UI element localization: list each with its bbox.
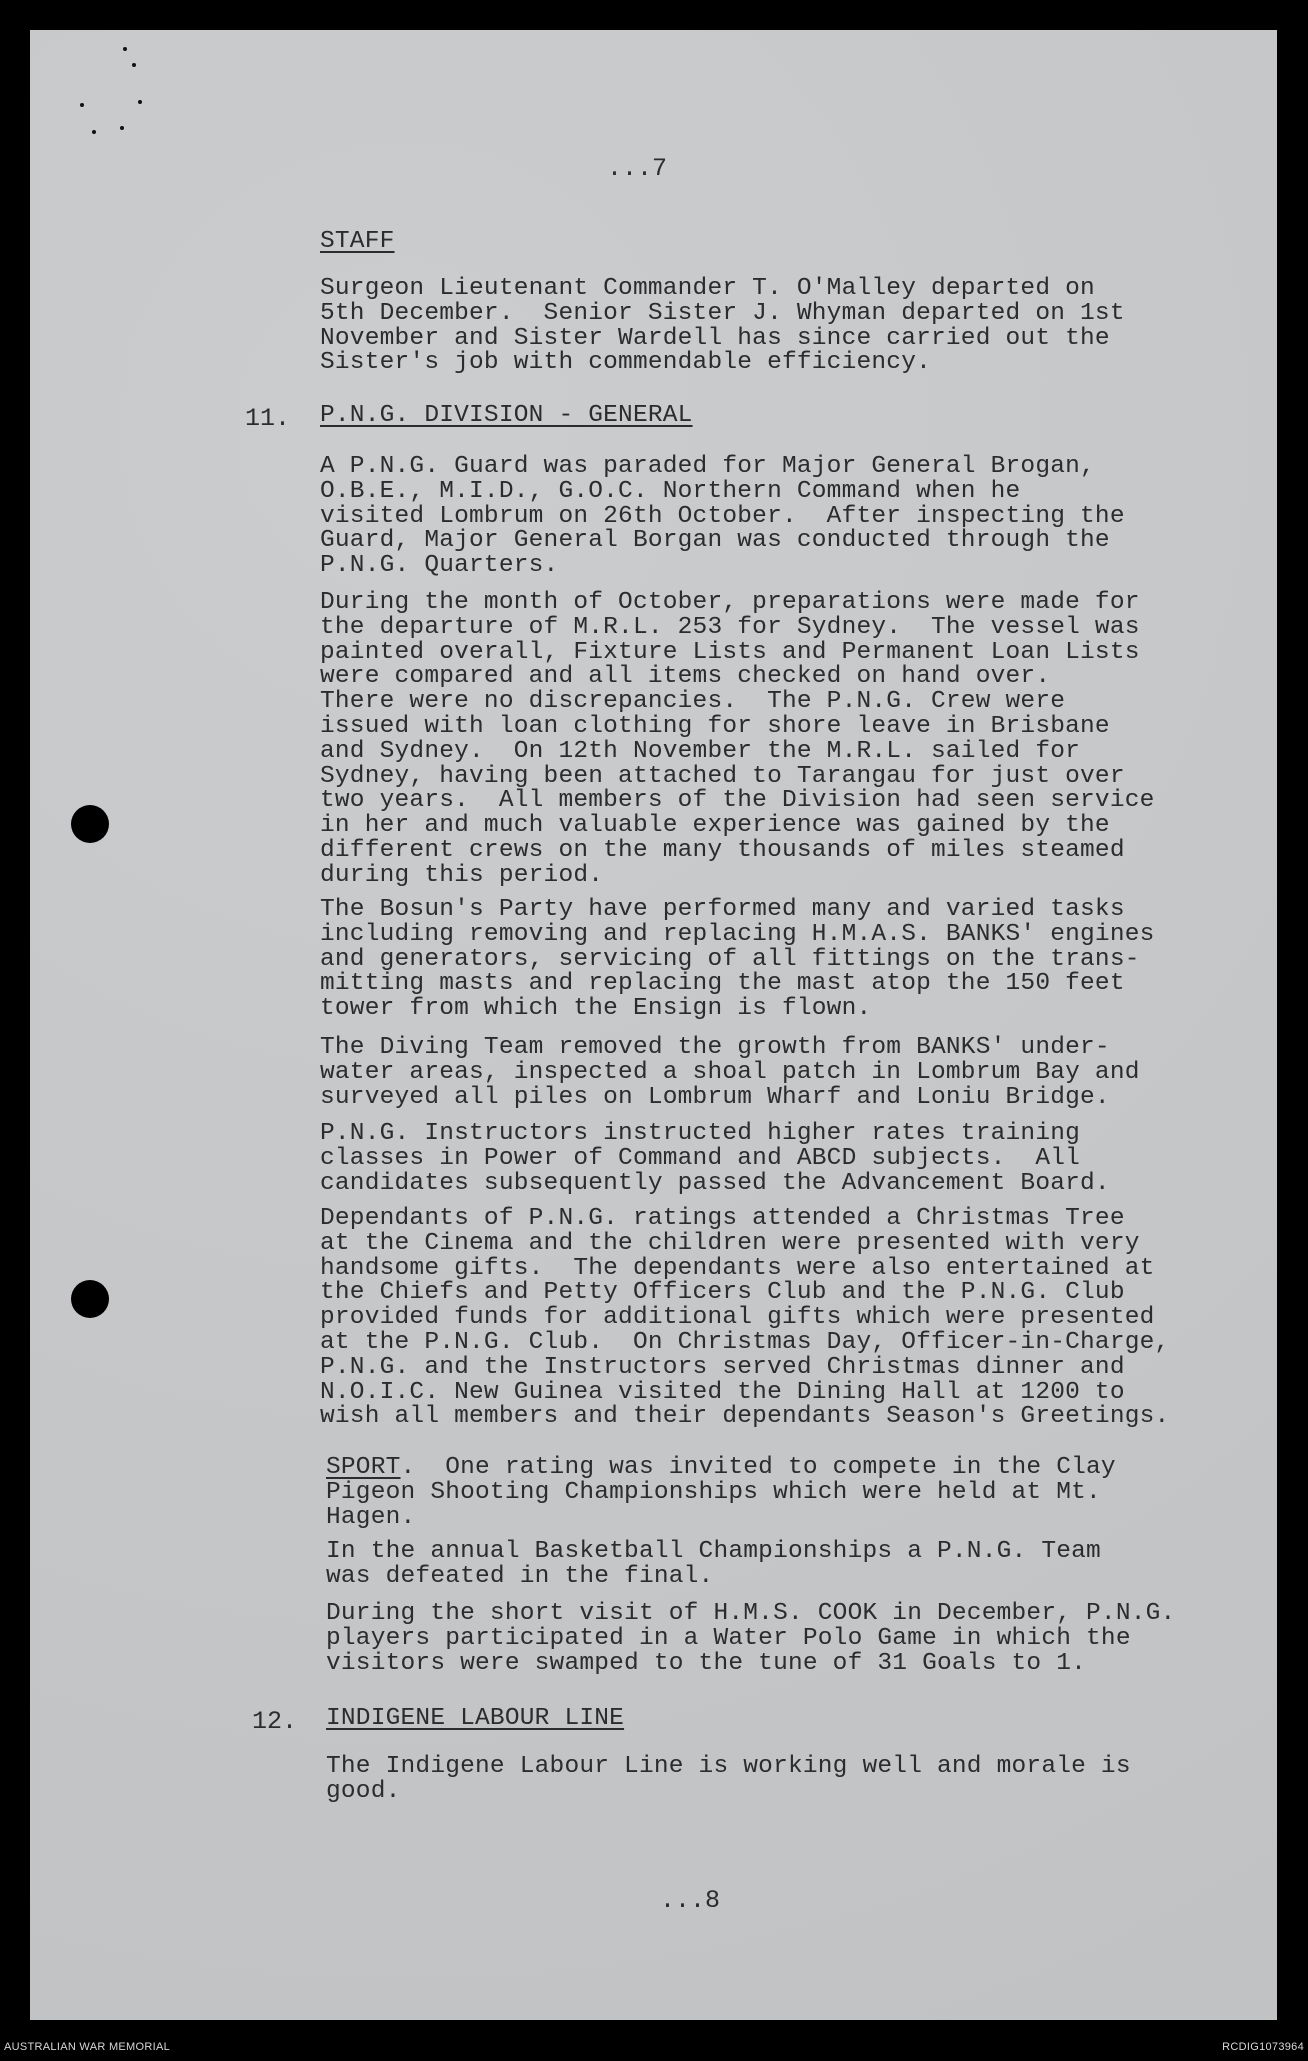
page-number-bottom: ...8 xyxy=(660,1886,721,1915)
staple-mark xyxy=(80,103,84,107)
section-12-number: 12. xyxy=(252,1707,298,1736)
staple-mark xyxy=(123,47,127,51)
instructors-paragraph: P.N.G. Instructors instructed higher rates training classes in Power of Command and ABCD subjects. All candidates subsequently passed the Advancement Board. xyxy=(320,1120,1110,1197)
staff-heading: STAFF xyxy=(320,228,395,255)
diving-paragraph: The Diving Team removed the growth from BANKS' under- water areas, inspected a shoal patch in Lombrum Bay and surveyed all piles on Lombrum Wharf and Loniu Bridge. xyxy=(320,1034,1140,1111)
page-number-top: ...7 xyxy=(607,154,668,183)
archive-id: RCDIG1073964 xyxy=(1222,2041,1304,2053)
document-page xyxy=(30,30,1277,2020)
archive-credit: AUSTRALIAN WAR MEMORIAL xyxy=(4,2041,171,2053)
water-polo-paragraph: During the short visit of H.M.S. COOK in December, P.N.G. players participated in a Water Polo Game in which the visitors were swamped to the tune of 31 Goals to 1. xyxy=(326,1600,1176,1677)
dependants-paragraph: Dependants of P.N.G. ratings attended a Christmas Tree at the Cinema and the children were presented with very handsome gifts. The dependants were also entertained at the Chiefs and Petty Officers Club and the P.N.G. Club provided funds for additional gifts which were presented at the P.N.G. Club. On Christmas Day, Officer-in-Charge, P.N.G. and the Instructors served Christmas dinner and N.O.I.C. New Guinea visited the Dining Hall at 1200 to wish all members and their dependants Season's Greetings. xyxy=(320,1205,1170,1431)
sport-text: . One rating was invited to compete in the Clay Pigeon Shooting Championships which were held at Mt. Hagen. xyxy=(326,1454,1116,1531)
punch-hole xyxy=(71,1280,109,1318)
labour-line-paragraph: The Indigene Labour Line is working well and morale is good. xyxy=(326,1753,1131,1805)
section-11-heading: P.N.G. DIVISION - GENERAL xyxy=(320,402,693,429)
sport-label: SPORT xyxy=(326,1454,401,1481)
sport-paragraph xyxy=(326,1456,1116,1530)
staple-mark xyxy=(120,126,124,130)
staple-mark xyxy=(138,100,142,104)
section-12-heading: INDIGENE LABOUR LINE xyxy=(326,1705,625,1732)
basketball-paragraph: In the annual Basketball Championships a P.N.G. Team was defeated in the final. xyxy=(326,1538,1101,1590)
bosun-paragraph: The Bosun's Party have performed many and varied tasks including removing and replacing H.M.A.S. BANKS' engines and generators, servicing of all fittings on the trans- mitting masts and replacing the mast atop the 150 feet tower from which the Ensign is flown. xyxy=(320,896,1155,1023)
punch-hole xyxy=(71,805,109,843)
staple-mark xyxy=(92,130,96,134)
section-11-number: 11. xyxy=(245,404,291,433)
guard-paragraph: A P.N.G. Guard was paraded for Major General Brogan, O.B.E., M.I.D., G.O.C. Northern Command when he visited Lombrum on 26th October. After inspecting the Guard, Major General Borgan was conducted through the P.N.G. Quarters. xyxy=(320,453,1125,580)
staple-mark xyxy=(132,63,136,67)
staff-paragraph: Surgeon Lieutenant Commander T. O'Malley departed on 5th December. Senior Sister J. Whyman departed on 1st November and Sister Wardell has since carried out the Sister's job with commendable efficiency. xyxy=(320,275,1125,377)
mrl-paragraph: During the month of October, preparations were made for the departure of M.R.L. 253 for Sydney. The vessel was painted overall, Fixture Lists and Permanent Loan Lists were compared and all items checked on hand over. There were no discrepancies. The P.N.G. Crew were issued with loan clothing for shore leave in Brisbane and Sydney. On 12th November the M.R.L. sailed for Sydney, having been attached to Tarangau for just over two years. All members of the Division had seen service in her and much valuable experience was gained by the different crews on the many thousands of miles steamed during this period. xyxy=(320,589,1155,889)
